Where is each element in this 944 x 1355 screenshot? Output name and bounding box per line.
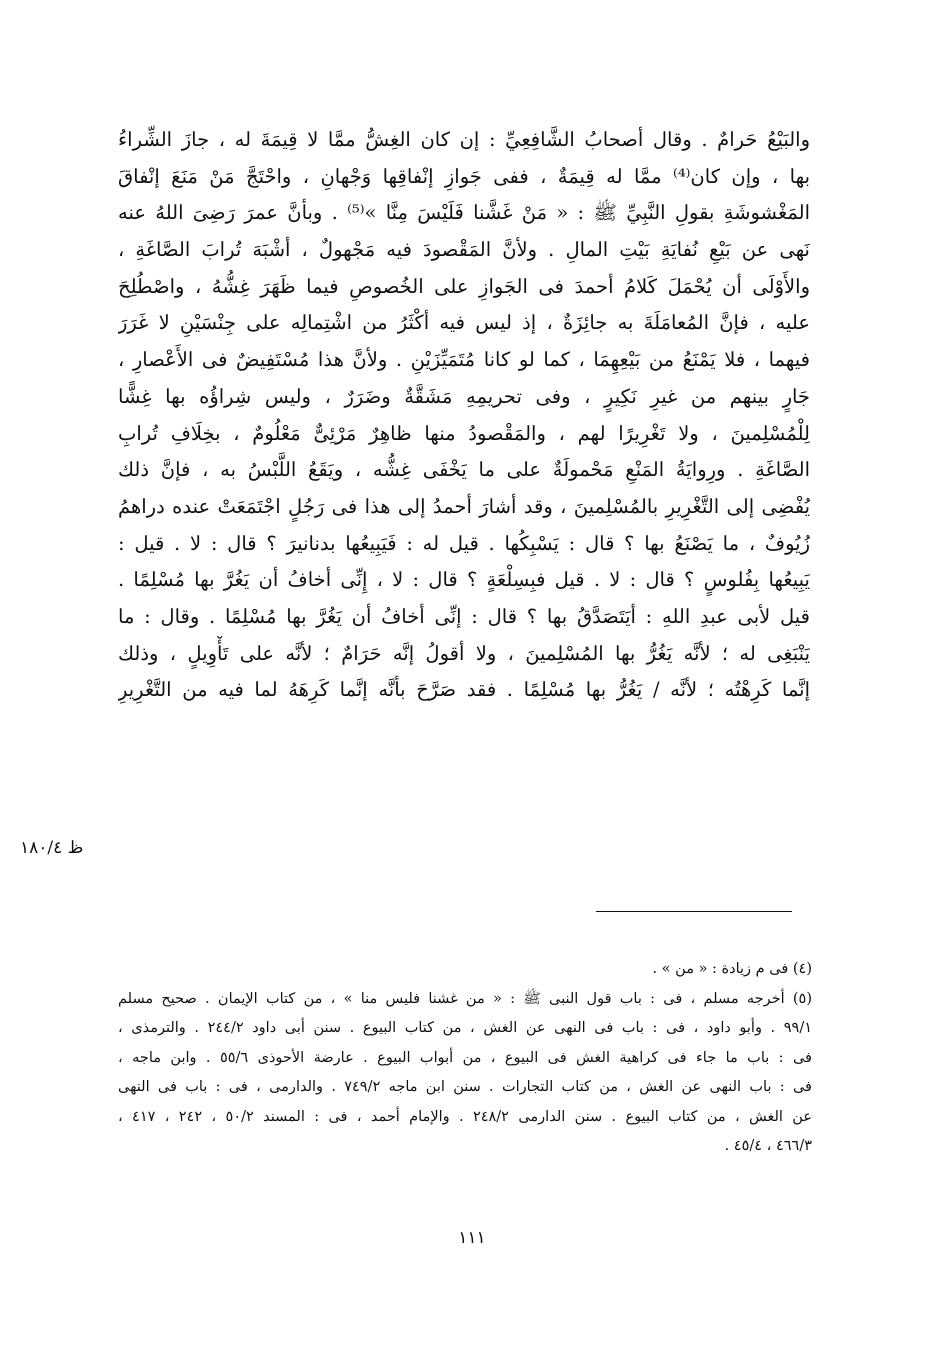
text-line: المَغْشوشَةِ بقولِ النَّبِيِّ ﷺ : « مَنْ غَشَّنا فَلَيْسَ مِنَّا »⁽⁵⁾ . وبأنَّ عمرَ رَضِىَ اللهُ عنه [118,201,810,225]
footnote-line: فى : باب النهى عن الغش ، من كتاب التجارات . سنن ابن ماجه ٧٤٩/٢ . والدارمى ، فى : باب فى النهى [118,1079,812,1095]
footnote-line: ٩٩/١ . وأبو داود ، فى : باب فى النهى عن الغش ، من كتاب البيوع . سنن أبى داود ٢٤٤/٢ . والترمذى ، [118,1020,812,1036]
footnote-separator [596,911,792,912]
text-line: نَهى عن بَيْعِ نُفايَةِ بَيْتِ المالِ . ولأنَّ المَقْصودَ فيه مَجْهولٌ ، أشْبَهَ تُرابَ الصَّاغَةِ ، [118,238,810,262]
text-line: عليه ، فإنَّ المُعامَلَةَ به جائِزَةٌ ، إذ ليس فيه أكْثَرُ من اشْتِمالِه على جِنْسَيْنِ لا غَرَرَ [118,311,810,335]
text-line: والبَيْعُ حَرامٌ . وقال أصحابُ الشَّافِعِيِّ : إن كان الغِشُّ ممَّا لا قِيمَةَ له ، جازَ الشِّراءُ [118,128,810,151]
text-line: الصَّاغَةِ . ورِوايَةُ المَنْعِ مَحْمولَةٌ على ما يَخْفَى غِشُّه ، ويَقَعُ اللَّبْسُ به ، فإنَّ ذلك [118,458,810,482]
manuscript-folio-note: ظ ١٨٠/٤ [20,838,84,858]
text-line: فيهما ، فلا يَمْنَعُ من بَيْعِهِمَا ، كما لو كانا مُتَمَيِّزَيْنِ . ولأنَّ هذا مُسْتَفِيضٌ فى الأَعْصارِ ، [118,348,810,372]
text-line: بها ، وإن كان⁽⁴⁾ ممَّا له قِيمَةٌ ، ففى جَوازِ إنْفاقِها وَجْهانِ ، واحْتَجَّ مَنْ مَنَعَ إنْفاقَ [118,164,810,188]
text-line: إنَّما كَرِهْتُه ؛ لأنَّه / يَغُرُّ بها مُسْلِمًا . فقد صَرَّحَ بأنَّه إنَّما كَرِهَهُ لما فيه من التَّغْرِيرِ [118,678,810,702]
text-line: لِلْمُسْلِمينَ ، ولا تَغْرِيرًا لهم ، والمَقْصودُ منها ظاهِرٌ مَرْئِىٌّ مَعْلُومٌ ، بخِلَافِ تُرابِ [118,421,810,445]
text-line: والأَوْلَى أن يُحْمَلَ كَلامُ أحمدَ فى الجَوازِ على الخُصوصِ فيما ظَهَرَ غِشُّهُ ، واصْطُلِحَ [118,274,810,298]
page-number: ١١١ [458,1228,486,1248]
text-line: قيل لأبى عبدِ اللهِ : أيَتَصَدَّقُ بها ؟ قال : إنِّى أخافُ أن يَغُرَّ بها مُسْلِمًا . وقال : ما [118,604,810,628]
main-text [118,122,810,709]
footnote-line: ٤٦٦/٣ ، ٤٥/٤ . [724,1138,812,1154]
text-line: يُفْضِى إلى التَّغْرِيرِ بالمُسْلِمينَ ، وقد أشارَ أحمدُ إلى هذا فى رَجُلٍ اجْتَمَعَتْ عنده دراهمُ [118,494,810,518]
text-line: زُيُوفٌ ، ما يَصْنَعُ بها ؟ قال : يَسْبِكُها . قيل له : فَيَبِيعُها بدنانيرَ ؟ قال : لا . قيل : [118,531,810,555]
text-line: يَنْبَغِى له ؛ لأنَّه يَغُرُّ بها المُسْلِمينَ ، ولا أقولُ إنَّه حَرَامٌ ؛ لأنَّه على تَأْوِيلٍ ، وذلك [118,641,810,665]
text-line: يَبِيعُها بِفُلوسٍ ؟ قال : لا . قيل فبِسِلْعَةٍ ؟ قال : لا ، إِنِّى أخافُ أن يَغُرَّ بها مُسْلِمًا . [118,568,810,592]
footnote-line: (٤) فى م زيادة : « من » . [652,961,812,977]
footnote-line: عن الغش ، من كتاب البيوع . سنن الدارمى ٢٤٨/٢ . والإمام أحمد ، فى : المسند ٥٠/٢ ، ٢٤٢ ، ٤١٧ ، [118,1108,812,1125]
footnote-line: فى : باب ما جاء فى كراهية الغش فى البيوع ، من أبواب البيوع . عارضة الأحوذى ٥٥/٦ . وابن ماجه ، [118,1049,812,1066]
footnote-line: (٥) أخرجه مسلم ، فى : باب قول النبى ﷺ : « من غشنا فليس منا » ، من كتاب الإيمان . صحيح مسلم [118,990,812,1007]
footnotes [118,955,812,1162]
text-line: جَارٍ بينهم من غيرِ نَكِيرٍ ، وفى تحريمِهِ مَشَقَّةٌ وضَرَرٌ ، وليس شِراؤُه بها غِشًّا [118,384,810,408]
